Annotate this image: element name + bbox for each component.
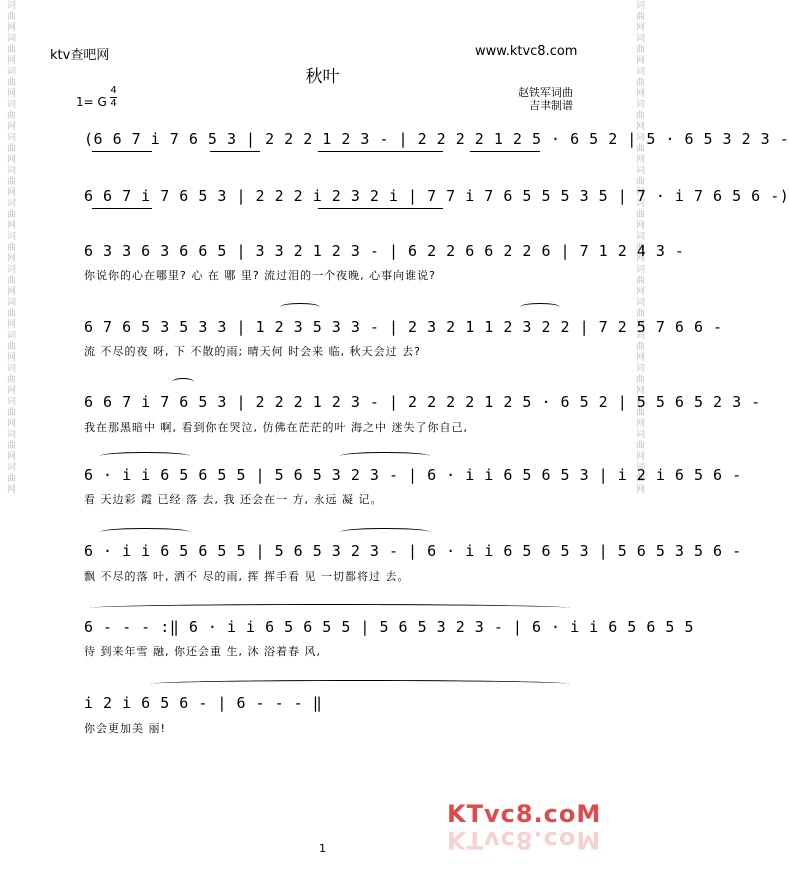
side-watermark-left: 词曲网词曲网词曲网词曲网词曲网词曲网词曲网词曲网词曲网词曲网词曲网词曲网词曲网词曲网词曲网 bbox=[5, 0, 15, 495]
slur bbox=[520, 303, 560, 311]
beam-line bbox=[470, 151, 540, 152]
page-number: 1 bbox=[319, 842, 326, 855]
composer-credit: 赵铁军词曲 bbox=[518, 86, 573, 99]
score-row-8-lyrics: 待 到来年雪 融, 你还会重 生, 沐 浴着春 风, bbox=[84, 645, 321, 658]
score-row-7-notes: 6 · i i 6 5 6 5 5 | 5 6 5 3 2 3 - | 6 · i i 6 5 6 5 3 | 5 6 5 3 5 6 - bbox=[84, 542, 742, 560]
beam-line bbox=[318, 208, 443, 209]
slur bbox=[172, 378, 194, 386]
score-row-2-notes: 6 6 7 i 7 6 5 3 | 2 2 2 i 2 3 2 i | 7 7 i 7 6 5 5 5 3 5 | 7 · i 7 6 5 6 -) bbox=[84, 187, 789, 205]
site-name-left: ktv查吧网 bbox=[50, 48, 110, 63]
beam-line bbox=[318, 151, 443, 152]
score-row-3-notes: 6 3 3 6 3 6 6 5 | 3 3 2 1 2 3 - | 6 2 2 6 6 2 2 6 | 7 1 2 4 3 - bbox=[84, 242, 685, 260]
time-signature-bottom: 4 bbox=[110, 98, 117, 109]
slur bbox=[150, 680, 570, 688]
slur bbox=[280, 303, 320, 311]
side-watermark-right: 词曲网词曲网词曲网词曲网词曲网词曲网词曲网词曲网词曲网词曲网词曲网词曲网词曲网词曲网词曲网 bbox=[634, 0, 644, 495]
time-signature bbox=[110, 86, 117, 109]
slur bbox=[100, 528, 190, 536]
score-row-9-lyrics: 你会更加美 丽! bbox=[84, 722, 166, 735]
score-row-6-lyrics: 看 天边彩 霞 已经 落 去, 我 还会在一 方, 永远 凝 记。 bbox=[84, 493, 383, 506]
key-signature: 1= G bbox=[76, 95, 107, 109]
score-row-4-notes: 6 7 6 5 3 5 3 3 | 1 2 3 5 3 3 - | 2 3 2 1 1 2 3 2 2 | 7 2 5 7 6 6 - bbox=[84, 318, 723, 336]
beam-line bbox=[210, 151, 260, 152]
slur bbox=[100, 452, 190, 460]
score-row-5-lyrics: 我在那黑暗中 啊, 看到你在哭泣, 仿佛在茫茫的叶 海之中 迷失了你自己, bbox=[84, 421, 468, 434]
score-row-1-notes: (6 6 7 i 7 6 5 3 | 2 2 2 1 2 3 - | 2 2 2 2 1 2 5 · 6 5 2 | 5 · 6 5 3 2 3 - bbox=[84, 130, 789, 148]
score-row-3-lyrics: 你说你的心在哪里? 心 在 哪 里? 流过泪的一个夜晚, 心事向谁说? bbox=[84, 269, 436, 282]
slur bbox=[90, 604, 570, 612]
slur bbox=[340, 528, 430, 536]
score-row-8-notes: 6 - - - :‖ 6 · i i 6 5 6 5 5 | 5 6 5 3 2 3 - | 6 · i i 6 5 6 5 5 bbox=[84, 618, 694, 636]
ktvc8-logo: KTvc8.coM bbox=[447, 800, 602, 828]
beam-line bbox=[92, 208, 152, 209]
score-row-4-lyrics: 流 不尽的夜 呀, 下 不散的雨; 晴天何 时会来 临, 秋天会过 去? bbox=[84, 345, 422, 358]
transcriber-credit: 吉聿制谱 bbox=[529, 99, 573, 112]
time-signature-top: 4 bbox=[110, 85, 117, 96]
beam-line bbox=[92, 151, 152, 152]
site-url-right: www.ktvc8.com bbox=[475, 44, 578, 59]
score-row-6-notes: 6 · i i 6 5 6 5 5 | 5 6 5 3 2 3 - | 6 · i i 6 5 6 5 3 | i 2 i 6 5 6 - bbox=[84, 466, 742, 484]
score-row-7-lyrics: 飘 不尽的落 叶, 洒不 尽的雨, 挥 挥手看 见 一切都将过 去。 bbox=[84, 570, 410, 583]
score-row-5-notes: 6 6 7 i 7 6 5 3 | 2 2 2 1 2 3 - | 2 2 2 2 1 2 5 · 6 5 2 | 5 5 6 5 2 3 - bbox=[84, 393, 761, 411]
ktvc8-logo-reflection: KTvc8.coM bbox=[447, 826, 602, 854]
score-row-9-notes: i 2 i 6 5 6 - | 6 - - - ‖ bbox=[84, 694, 323, 712]
slur bbox=[340, 452, 430, 460]
song-title: 秋叶 bbox=[305, 67, 340, 87]
